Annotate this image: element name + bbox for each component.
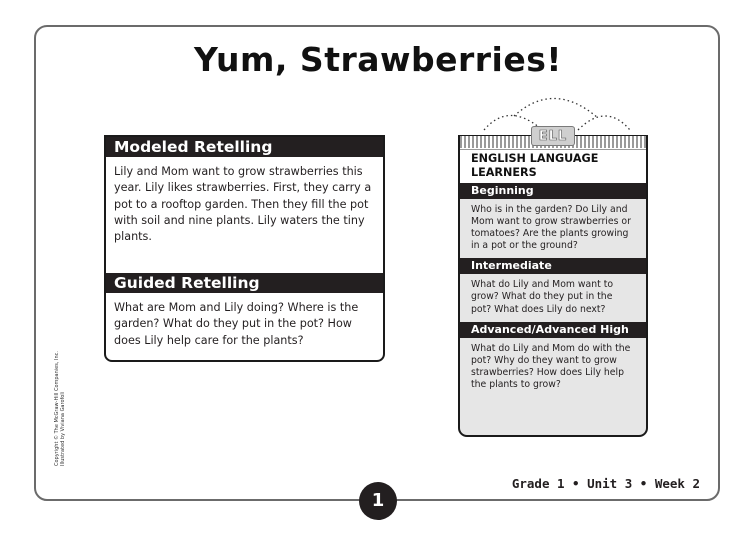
modeled-retelling-text: Lily and Mom want to grow strawberries this year. Lily likes strawberries. First, they carry a pot to a rooftop garden. Then they fill the pot with soil and nine plants. Lily waters the tiny plants. [114, 165, 372, 244]
page-title: Yum, Strawberries! [194, 40, 562, 79]
grade-unit-week-footer: Grade 1 • Unit 3 • Week 2 [511, 476, 700, 491]
ell-intermediate-text: What do Lily and Mom want to grow? What do they put in the pot? What does Lily do next? [471, 279, 614, 315]
retelling-panel [104, 135, 385, 362]
modeled-retelling-heading: Modeled Retelling [106, 137, 383, 157]
ell-card [458, 135, 648, 437]
guided-retelling-heading: Guided Retelling [106, 273, 383, 293]
guided-retelling-section [106, 273, 383, 349]
ell-badge-icon: ELL [531, 126, 575, 146]
ell-beginning-label: Beginning [460, 183, 646, 199]
ell-advanced-label: Advanced/Advanced High [460, 322, 646, 338]
ell-advanced-text: What do Lily and Mom do with the pot? Why do they want to grow strawberries? How does Lily help the plants to grow? [471, 342, 631, 390]
copyright-line: Copyright © The McGraw-Hill Companies, Inc. [54, 350, 60, 466]
copyright-notice [54, 351, 66, 466]
ell-beginning-text: Who is in the garden? Do Lily and Mom want to grow strawberries or tomatoes? Are the plants growing in a pot or the ground? [471, 204, 631, 252]
illustrator-line: Illustrated by Viviana Garofoli [60, 391, 66, 466]
ell-intermediate-label: Intermediate [460, 258, 646, 274]
ell-heading: ENGLISH LANGUAGE LEARNERS [460, 150, 646, 183]
guided-retelling-text: What are Mom and Lily doing? Where is the garden? What do they put in the pot? How does Lily help care for the plants? [114, 301, 359, 347]
page-number-badge: 1 [359, 482, 397, 520]
